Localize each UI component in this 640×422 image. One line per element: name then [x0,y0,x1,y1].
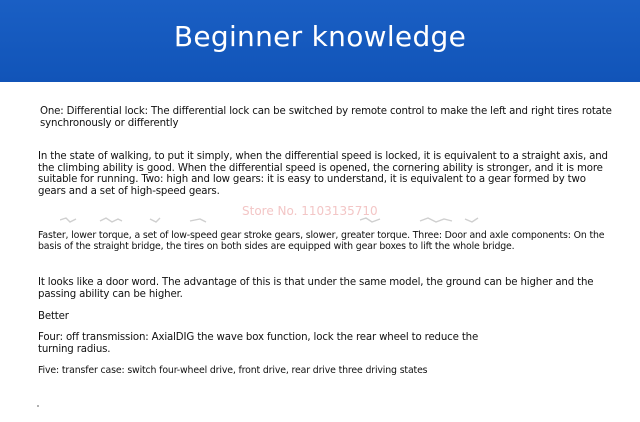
paragraph-off-transmission: Four: off transmission: AxialDIG the wave box function, lock the rear wheel to reduce the turning radius. [38,332,479,355]
paragraph-differential-lock: One: Differential lock: The differential lock can be switched by remote control to make the left and right tires rotate synchronously or differently [40,106,612,129]
paragraph-walking-state: In the state of walking, to put it simply, when the differential speed is locked, it is equivalent to a straight axis, and the climbing ability is good. When the differential speed is opened, the cornering ability is stronger, and it is more suitable for running. Two: high and low gears: it is easy to understand, it is equivalent to a gear formed by two gears and a set of high-speed gears. [38,151,608,197]
paragraph-gears-and-axle: Faster, lower torque, a set of low-speed gear stroke gears, slower, greater torque. Three: Door and axle components: On the basis of the straight bridge, the tires on both sides are equipped with gear boxes to lift the whole bridge. [38,230,605,252]
store-watermark: Store No. 1103135710 [242,204,378,218]
header-banner [0,0,640,82]
paragraph-transfer-case: Five: transfer case: switch four-wheel drive, front drive, rear drive three driving states [38,365,428,376]
page-title: Beginner knowledge [173,20,467,53]
paragraph-better: Better [38,311,69,322]
paragraph-door-bridge: It looks like a door word. The advantage of this is that under the same model, the ground can be higher and the passing ability can be higher. [38,277,594,300]
scan-speck [37,405,39,407]
